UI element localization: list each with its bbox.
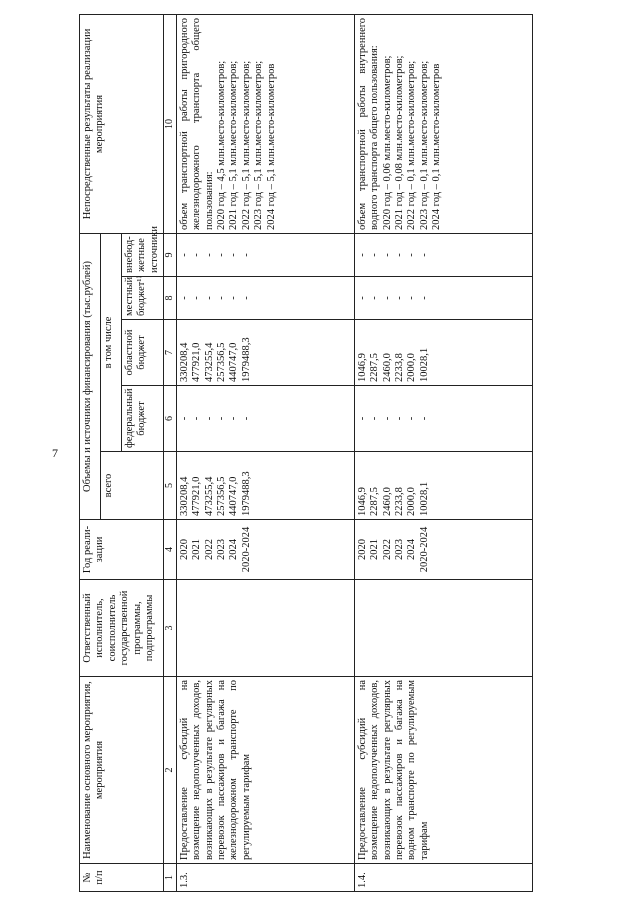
col-number: 1 <box>164 864 177 892</box>
col-number: 9 <box>164 233 177 276</box>
results-cell: объем транспортной работы внутреннего водного транспорта общего пользования: 2020 год – 0,06 млн.место-километров; 2021 год – 0,08 млн.место-километров; 2022 год – 0,1 млн.место-километров; 2023 год – 0,1 млн.место-километров; 2024 год – 0,1 млн.место-километров <box>354 14 532 233</box>
measure-name: Предоставление субсидий на возмещение недополученных доходов, возникающих в результате регулярных перевозок пассажиров и багажа на железнодорожном транспорте по регулируемым тарифам <box>176 677 354 864</box>
regional-cell: 330208,4 477921,0 473255,4 257356,5 440747,0 1979488,3 <box>176 320 354 386</box>
column-numbers-row <box>164 14 177 891</box>
col-number: 10 <box>164 14 177 233</box>
col-number: 3 <box>164 580 177 677</box>
header-regional: областной бюджет <box>122 320 164 386</box>
header-responsible: Ответственный исполнитель, соисполнитель государственной программы, подпрограммы <box>80 580 164 677</box>
col-number: 7 <box>164 320 177 386</box>
local-cell: - - - - - - <box>176 277 354 320</box>
col-number: 6 <box>164 386 177 452</box>
responsible-executor <box>354 580 532 677</box>
row-number: 1.3. <box>176 864 354 892</box>
funding-table <box>79 14 533 892</box>
row-number: 1.4. <box>354 864 532 892</box>
col-number: 4 <box>164 520 177 580</box>
total-cell: 330208,4 477921,0 473255,4 257356,5 440747,0 1979488,3 <box>176 452 354 520</box>
header-year: Год реали-зации <box>80 520 164 580</box>
page-number: 7 <box>52 446 58 460</box>
header-local: местный бюджет¹⁾ <box>122 277 164 320</box>
regional-cell: 1046,9 2287,5 2460,0 2233,8 2000,0 10028,1 <box>354 320 532 386</box>
header-total: всего <box>101 452 164 520</box>
federal-cell: - - - - - - <box>176 386 354 452</box>
table-header <box>80 14 177 891</box>
results-cell: объем транспортной работы пригородного железнодорожного транспорта общего пользования: 2020 год – 4,5 млн.место-километров; 2021 год – 5,1 млн.место-километров; 2022 год – 5,1 млн.место-километров; 2023 год – 5,1 млн.место-километров; 2024 год – 5,1 млн.место-километров <box>176 14 354 233</box>
header-federal: федеральный бюджет <box>122 386 164 452</box>
total-cell: 1046,9 2287,5 2460,0 2233,8 2000,0 10028,1 <box>354 452 532 520</box>
col-number: 2 <box>164 677 177 864</box>
federal-cell: - - - - - - <box>354 386 532 452</box>
offbudget-cell: - - - - - - <box>176 233 354 276</box>
col-number: 5 <box>164 452 177 520</box>
years-cell: 2020 2021 2022 2023 2024 2020-2024 <box>354 520 532 580</box>
local-cell: - - - - - - <box>354 277 532 320</box>
header-name: Наименование основного мероприятия, мероприятия <box>80 677 164 864</box>
header-funding: Объемы и источники финансирования (тыс.рублей) <box>80 233 101 519</box>
offbudget-cell: - - - - - - <box>354 233 532 276</box>
header-offbudget: внебюд-жетные источники <box>122 233 164 276</box>
table-row <box>354 14 532 891</box>
header-no: № п/п <box>80 864 164 892</box>
header-including: в том числе <box>101 233 122 451</box>
table-row <box>176 14 354 891</box>
years-cell: 2020 2021 2022 2023 2024 2020-2024 <box>176 520 354 580</box>
col-number: 8 <box>164 277 177 320</box>
measure-name: Предоставление субсидий на возмещение недополученных доходов, возникающих в результате регулярных перевозок пассажиров и багажа на водном транспорте по регулируемым тарифам <box>354 677 532 864</box>
header-results: Непосредственные результаты реализации мероприятия <box>80 14 164 233</box>
responsible-executor <box>176 580 354 677</box>
